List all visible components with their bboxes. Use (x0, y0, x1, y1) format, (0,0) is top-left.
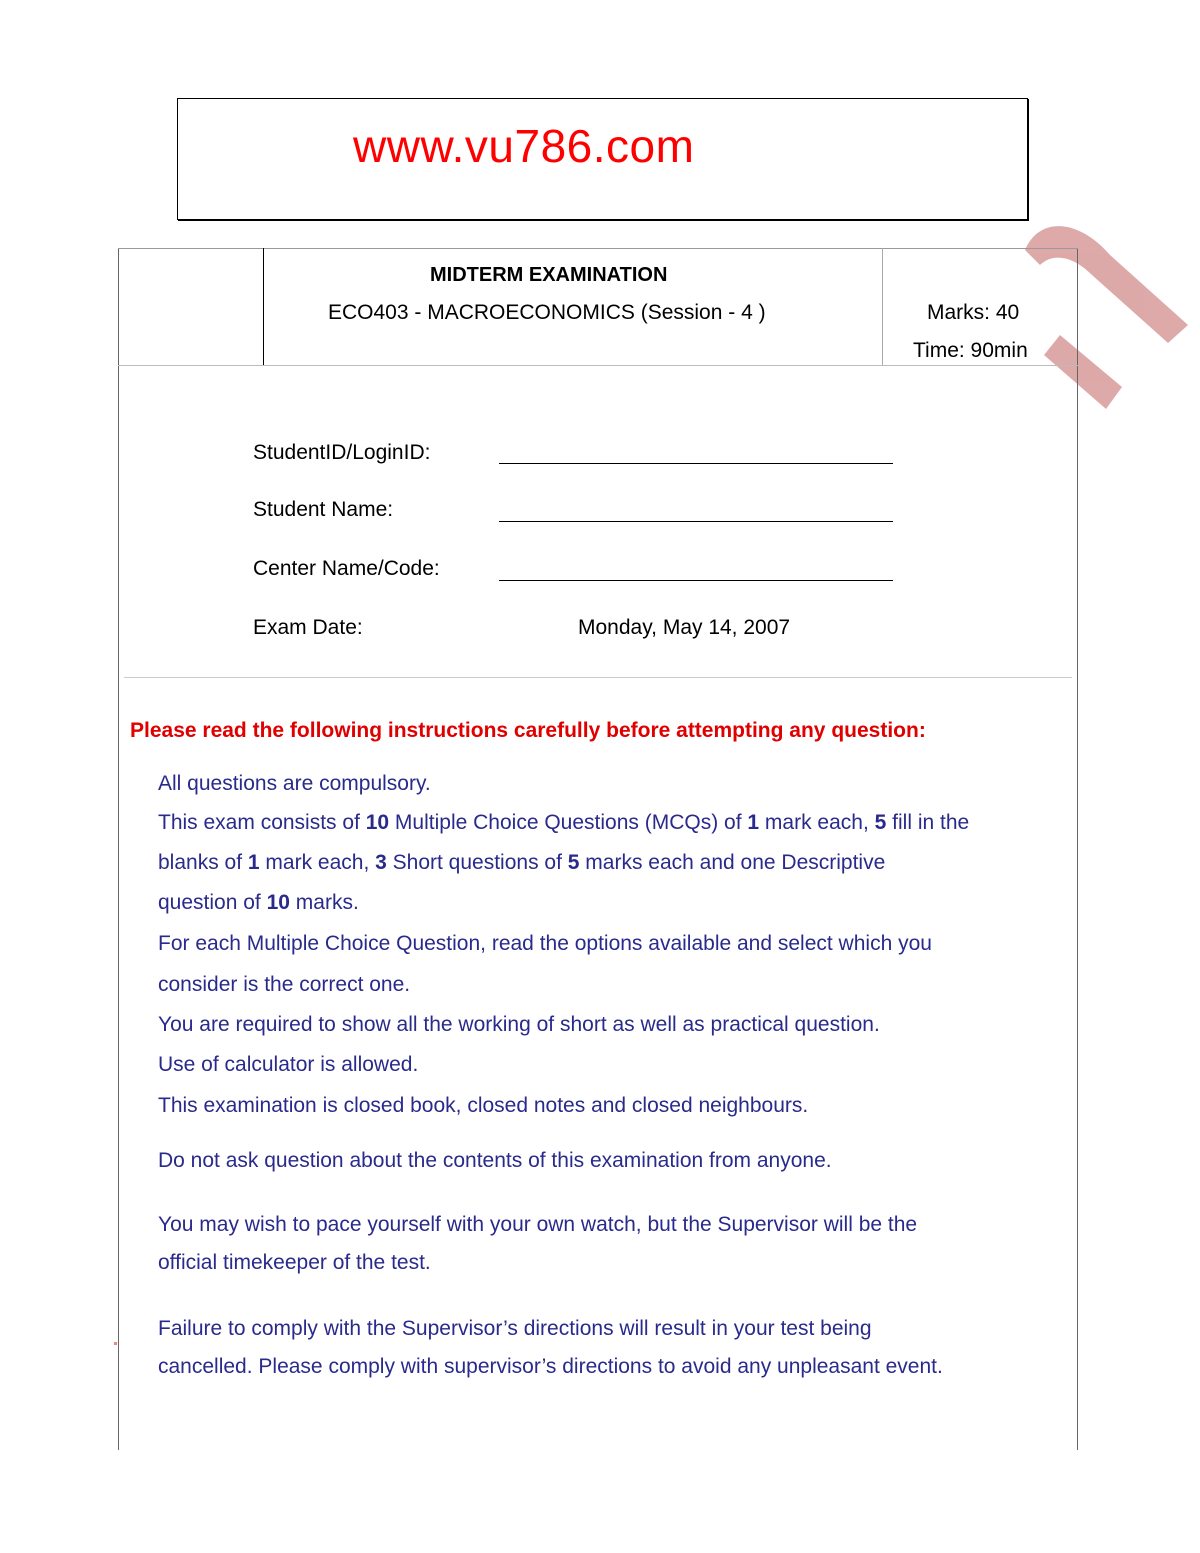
instruction-item: Use of calculator is allowed. (158, 1053, 419, 1076)
exam-date-value: Monday, May 14, 2007 (578, 616, 791, 639)
instruction-item: Do not ask question about the contents of this examination from anyone. (158, 1149, 832, 1172)
course-name: ECO403 - MACROECONOMICS (Session - 4 ) (328, 301, 766, 324)
exam-date-label: Exam Date: (253, 616, 363, 639)
fields-divider (124, 677, 1072, 678)
student-id-blank[interactable] (499, 463, 893, 464)
header-left-separator (263, 248, 264, 366)
header-top-border (118, 248, 1078, 249)
stray-mark (114, 1342, 117, 1345)
instruction-item-continued: official timekeeper of the test. (158, 1251, 431, 1274)
instruction-item: This exam consists of 10 Multiple Choice Questions (MCQs) of 1 mark each, 5 fill in the (158, 811, 970, 834)
frame-right-border (1077, 248, 1078, 1450)
header-bottom-border (118, 365, 1078, 366)
header-right-separator (882, 248, 883, 366)
instruction-item: You may wish to pace yourself with your own watch, but the Supervisor will be the (158, 1213, 918, 1236)
instruction-item-continued: question of 10 marks. (158, 891, 359, 914)
student-name-label: Student Name: (253, 498, 394, 521)
student-name-blank[interactable] (499, 521, 893, 522)
instructions-heading: Please read the following instructions carefully before attempting any question: (130, 719, 926, 742)
student-id-label: StudentID/LoginID: (253, 441, 431, 464)
instruction-item: For each Multiple Choice Question, read the options available and select which you (158, 932, 932, 955)
frame-left-border (118, 248, 119, 1450)
website-banner-box (177, 98, 1028, 220)
website-url: www.vu786.com (353, 120, 695, 172)
instruction-item: All questions are compulsory. (158, 772, 431, 795)
instruction-item-continued: cancelled. Please comply with supervisor’s directions to avoid any unpleasant event. (158, 1355, 943, 1378)
instruction-item: This examination is closed book, closed notes and closed neighbours. (158, 1094, 809, 1117)
total-marks: Marks: 40 (927, 301, 1020, 324)
exam-title: MIDTERM EXAMINATION (430, 264, 668, 286)
center-code-label: Center Name/Code: (253, 557, 440, 580)
watermark-logo (1000, 215, 1200, 425)
instruction-item-continued: consider is the correct one. (158, 973, 411, 996)
exam-time: Time: 90min (913, 339, 1028, 362)
instruction-item: Failure to comply with the Supervisor’s directions will result in your test being (158, 1317, 872, 1340)
instruction-item-continued: blanks of 1 mark each, 3 Short questions of 5 marks each and one Descriptive (158, 851, 886, 874)
instruction-item: You are required to show all the working of short as well as practical question. (158, 1013, 880, 1036)
center-code-blank[interactable] (499, 580, 893, 581)
